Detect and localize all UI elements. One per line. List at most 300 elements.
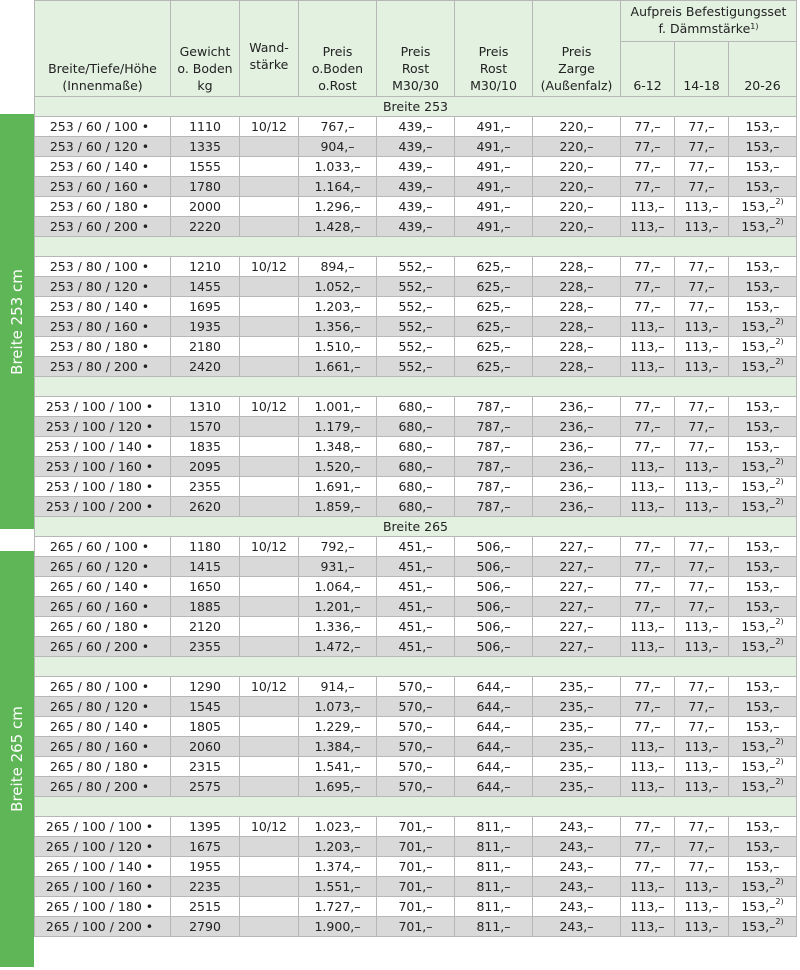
cell-wall-thickness — [240, 297, 299, 317]
cell-aufpreis-14-18: 77,– — [675, 677, 729, 697]
cell-aufpreis-6-12: 113,– — [621, 337, 675, 357]
cell-price-rost-3010: 787,– — [455, 457, 533, 477]
cell-price-rost-3010: 811,– — [455, 877, 533, 897]
cell-wall-thickness: 10/12 — [240, 817, 299, 837]
cell-aufpreis-20-26-value: 153,– — [745, 599, 780, 614]
cell-price-zarge: 235,– — [533, 697, 621, 717]
cell-aufpreis-20-26 — [729, 877, 797, 897]
cell-aufpreis-20-26 — [729, 537, 797, 557]
cell-dimensions: 265 / 100 / 160 • — [35, 877, 171, 897]
footnote-marker: 2) — [775, 317, 784, 326]
cell-price-rost-3010: 787,– — [455, 437, 533, 457]
cell-aufpreis-20-26 — [729, 737, 797, 757]
cell-wall-thickness — [240, 897, 299, 917]
cell-weight: 1835 — [171, 437, 240, 457]
cell-wall-thickness: 10/12 — [240, 397, 299, 417]
cell-dimensions: 265 / 60 / 180 • — [35, 617, 171, 637]
cell-aufpreis-6-12: 77,– — [621, 817, 675, 837]
cell-aufpreis-6-12: 77,– — [621, 437, 675, 457]
cell-aufpreis-14-18: 77,– — [675, 717, 729, 737]
cell-wall-thickness — [240, 777, 299, 797]
group-spacer — [35, 797, 797, 817]
cell-price-base: 1.356,– — [299, 317, 377, 337]
cell-price-rost-3030: 680,– — [377, 417, 455, 437]
cell-aufpreis-14-18: 113,– — [675, 217, 729, 237]
header-aufpreis — [621, 1, 797, 42]
cell-aufpreis-20-26-value: 153,– — [741, 759, 776, 774]
cell-price-zarge: 236,– — [533, 397, 621, 417]
cell-dimensions: 253 / 60 / 200 • — [35, 217, 171, 237]
cell-price-zarge: 228,– — [533, 277, 621, 297]
table-row — [35, 137, 797, 157]
cell-price-zarge: 236,– — [533, 477, 621, 497]
cell-price-zarge: 236,– — [533, 457, 621, 477]
cell-aufpreis-6-12: 77,– — [621, 857, 675, 877]
cell-price-base: 1.296,– — [299, 197, 377, 217]
cell-weight: 1675 — [171, 837, 240, 857]
section-title: Breite 265 — [35, 517, 797, 537]
cell-aufpreis-20-26-value: 153,– — [745, 119, 780, 134]
cell-weight: 1180 — [171, 537, 240, 557]
cell-dimensions: 265 / 100 / 100 • — [35, 817, 171, 837]
cell-aufpreis-14-18: 77,– — [675, 597, 729, 617]
cell-wall-thickness: 10/12 — [240, 257, 299, 277]
cell-aufpreis-14-18: 113,– — [675, 637, 729, 657]
cell-price-base: 1.348,– — [299, 437, 377, 457]
cell-aufpreis-14-18: 77,– — [675, 257, 729, 277]
cell-price-rost-3030: 439,– — [377, 217, 455, 237]
cell-price-rost-3030: 680,– — [377, 437, 455, 457]
cell-price-rost-3030: 439,– — [377, 197, 455, 217]
cell-price-zarge: 220,– — [533, 117, 621, 137]
group-spacer-row — [35, 377, 797, 397]
cell-price-rost-3030: 451,– — [377, 557, 455, 577]
cell-price-zarge: 235,– — [533, 757, 621, 777]
cell-aufpreis-20-26-value: 153,– — [741, 619, 776, 634]
cell-dimensions: 265 / 80 / 140 • — [35, 717, 171, 737]
cell-price-base: 1.201,– — [299, 597, 377, 617]
cell-aufpreis-20-26 — [729, 777, 797, 797]
cell-aufpreis-20-26 — [729, 897, 797, 917]
cell-price-base: 1.859,– — [299, 497, 377, 517]
cell-price-rost-3030: 570,– — [377, 697, 455, 717]
cell-price-rost-3030: 701,– — [377, 837, 455, 857]
cell-weight: 2420 — [171, 357, 240, 377]
cell-price-zarge: 235,– — [533, 717, 621, 737]
cell-wall-thickness — [240, 217, 299, 237]
cell-price-zarge: 243,– — [533, 817, 621, 837]
cell-price-rost-3010: 811,– — [455, 817, 533, 837]
cell-wall-thickness — [240, 637, 299, 657]
cell-dimensions: 253 / 100 / 160 • — [35, 457, 171, 477]
cell-weight: 2220 — [171, 217, 240, 237]
cell-price-rost-3010: 811,– — [455, 917, 533, 937]
cell-weight: 1955 — [171, 857, 240, 877]
cell-wall-thickness — [240, 577, 299, 597]
cell-dimensions: 253 / 80 / 160 • — [35, 317, 171, 337]
cell-aufpreis-6-12: 113,– — [621, 617, 675, 637]
cell-aufpreis-20-26-value: 153,– — [741, 639, 776, 654]
cell-price-zarge: 228,– — [533, 257, 621, 277]
cell-weight: 1395 — [171, 817, 240, 837]
cell-dimensions: 265 / 80 / 100 • — [35, 677, 171, 697]
cell-aufpreis-6-12: 113,– — [621, 497, 675, 517]
cell-aufpreis-14-18: 77,– — [675, 557, 729, 577]
cell-dimensions: 253 / 60 / 140 • — [35, 157, 171, 177]
cell-aufpreis-20-26 — [729, 497, 797, 517]
cell-aufpreis-20-26 — [729, 757, 797, 777]
table-row — [35, 577, 797, 597]
cell-aufpreis-20-26-value: 153,– — [745, 559, 780, 574]
cell-price-zarge: 243,– — [533, 837, 621, 857]
cell-weight: 2790 — [171, 917, 240, 937]
cell-aufpreis-6-12: 77,– — [621, 137, 675, 157]
cell-weight: 1290 — [171, 677, 240, 697]
cell-dimensions: 265 / 100 / 120 • — [35, 837, 171, 857]
cell-price-rost-3030: 552,– — [377, 317, 455, 337]
cell-price-rost-3030: 570,– — [377, 677, 455, 697]
footnote-marker: 2) — [775, 637, 784, 646]
cell-aufpreis-20-26 — [729, 697, 797, 717]
cell-price-zarge: 227,– — [533, 637, 621, 657]
cell-dimensions: 265 / 80 / 200 • — [35, 777, 171, 797]
cell-price-rost-3030: 451,– — [377, 577, 455, 597]
cell-price-rost-3010: 491,– — [455, 177, 533, 197]
cell-dimensions: 253 / 60 / 120 • — [35, 137, 171, 157]
cell-aufpreis-20-26 — [729, 597, 797, 617]
cell-dimensions: 253 / 100 / 140 • — [35, 437, 171, 457]
cell-aufpreis-14-18: 113,– — [675, 777, 729, 797]
cell-weight: 1885 — [171, 597, 240, 617]
cell-price-base: 1.727,– — [299, 897, 377, 917]
cell-price-zarge: 236,– — [533, 437, 621, 457]
cell-price-rost-3010: 506,– — [455, 637, 533, 657]
cell-wall-thickness — [240, 177, 299, 197]
sidebar-bar-265 — [0, 551, 34, 967]
cell-aufpreis-20-26-value: 153,– — [741, 739, 776, 754]
footnote-marker: 2) — [775, 197, 784, 206]
cell-aufpreis-6-12: 113,– — [621, 737, 675, 757]
cell-aufpreis-14-18: 77,– — [675, 817, 729, 837]
sidebar-label-265: Breite 265 cm — [8, 706, 26, 812]
cell-dimensions: 265 / 100 / 200 • — [35, 917, 171, 937]
cell-price-zarge: 227,– — [533, 577, 621, 597]
cell-price-rost-3010: 644,– — [455, 677, 533, 697]
cell-wall-thickness — [240, 597, 299, 617]
cell-aufpreis-20-26 — [729, 457, 797, 477]
group-spacer-row — [35, 237, 797, 257]
cell-price-rost-3010: 506,– — [455, 617, 533, 637]
cell-price-base: 1.064,– — [299, 577, 377, 597]
cell-aufpreis-14-18: 77,– — [675, 577, 729, 597]
footnote-marker: 2) — [775, 777, 784, 786]
table-row — [35, 397, 797, 417]
cell-aufpreis-20-26 — [729, 177, 797, 197]
table-row — [35, 617, 797, 637]
table-row — [35, 537, 797, 557]
cell-weight: 2620 — [171, 497, 240, 517]
cell-aufpreis-14-18: 113,– — [675, 357, 729, 377]
cell-price-rost-3010: 787,– — [455, 417, 533, 437]
table-row — [35, 477, 797, 497]
cell-aufpreis-20-26-value: 153,– — [741, 879, 776, 894]
header-sub-20-26: 20-26 — [729, 42, 797, 97]
cell-price-rost-3010: 625,– — [455, 297, 533, 317]
table-row — [35, 837, 797, 857]
cell-dimensions: 253 / 60 / 100 • — [35, 117, 171, 137]
cell-price-rost-3010: 644,– — [455, 757, 533, 777]
header-dimensions — [35, 1, 171, 97]
header-aufpreis-footnote: 1) — [750, 22, 759, 31]
cell-price-rost-3030: 701,– — [377, 917, 455, 937]
cell-aufpreis-20-26-value: 153,– — [741, 459, 776, 474]
group-spacer-row — [35, 657, 797, 677]
cell-price-rost-3030: 701,– — [377, 817, 455, 837]
sidebar — [0, 0, 34, 970]
header-wall-thickness-label: Wand- stärke — [249, 40, 289, 72]
cell-price-base: 904,– — [299, 137, 377, 157]
cell-aufpreis-6-12: 113,– — [621, 477, 675, 497]
cell-aufpreis-20-26-value: 153,– — [745, 139, 780, 154]
header-dimensions-label: Breite/Tiefe/Höhe (Innenmaße) — [48, 61, 157, 93]
header-price-rost-3010-label: Preis Rost M30/10 — [470, 44, 517, 93]
cell-wall-thickness — [240, 197, 299, 217]
cell-wall-thickness — [240, 757, 299, 777]
table-row — [35, 357, 797, 377]
cell-dimensions: 265 / 100 / 140 • — [35, 857, 171, 877]
cell-aufpreis-14-18: 113,– — [675, 477, 729, 497]
cell-wall-thickness — [240, 337, 299, 357]
cell-price-rost-3030: 701,– — [377, 877, 455, 897]
cell-price-zarge: 236,– — [533, 417, 621, 437]
cell-price-rost-3010: 491,– — [455, 137, 533, 157]
cell-aufpreis-14-18: 77,– — [675, 697, 729, 717]
cell-weight: 2515 — [171, 897, 240, 917]
cell-weight: 1415 — [171, 557, 240, 577]
cell-wall-thickness — [240, 877, 299, 897]
cell-weight: 2315 — [171, 757, 240, 777]
header-weight-label: Gewicht o. Boden kg — [177, 44, 233, 93]
cell-price-zarge: 228,– — [533, 337, 621, 357]
cell-weight: 2120 — [171, 617, 240, 637]
cell-dimensions: 265 / 80 / 180 • — [35, 757, 171, 777]
table-row — [35, 117, 797, 137]
cell-wall-thickness — [240, 437, 299, 457]
price-table-container — [34, 0, 796, 967]
cell-price-base: 1.551,– — [299, 877, 377, 897]
cell-aufpreis-6-12: 77,– — [621, 117, 675, 137]
cell-wall-thickness — [240, 477, 299, 497]
cell-aufpreis-6-12: 77,– — [621, 677, 675, 697]
cell-price-base: 1.384,– — [299, 737, 377, 757]
cell-aufpreis-20-26 — [729, 477, 797, 497]
cell-dimensions: 265 / 60 / 200 • — [35, 637, 171, 657]
cell-price-zarge: 243,– — [533, 917, 621, 937]
cell-aufpreis-20-26 — [729, 417, 797, 437]
table-row — [35, 457, 797, 477]
cell-wall-thickness: 10/12 — [240, 677, 299, 697]
cell-price-base: 1.023,– — [299, 817, 377, 837]
header-sub-6-12: 6-12 — [621, 42, 675, 97]
table-row — [35, 557, 797, 577]
cell-aufpreis-20-26 — [729, 437, 797, 457]
cell-weight: 1545 — [171, 697, 240, 717]
cell-price-base: 1.900,– — [299, 917, 377, 937]
cell-price-zarge: 243,– — [533, 857, 621, 877]
cell-weight: 2355 — [171, 637, 240, 657]
cell-price-rost-3030: 701,– — [377, 857, 455, 877]
cell-weight: 1650 — [171, 577, 240, 597]
cell-aufpreis-20-26-value: 153,– — [745, 859, 780, 874]
cell-price-rost-3010: 625,– — [455, 337, 533, 357]
cell-aufpreis-14-18: 113,– — [675, 897, 729, 917]
cell-weight: 1455 — [171, 277, 240, 297]
cell-weight: 1695 — [171, 297, 240, 317]
cell-price-rost-3010: 491,– — [455, 157, 533, 177]
cell-wall-thickness — [240, 317, 299, 337]
cell-price-zarge: 235,– — [533, 737, 621, 757]
cell-aufpreis-14-18: 113,– — [675, 877, 729, 897]
section-title: Breite 253 — [35, 97, 797, 117]
cell-dimensions: 253 / 60 / 180 • — [35, 197, 171, 217]
cell-weight: 2575 — [171, 777, 240, 797]
cell-price-base: 1.073,– — [299, 697, 377, 717]
cell-price-base: 1.661,– — [299, 357, 377, 377]
cell-price-rost-3030: 552,– — [377, 257, 455, 277]
cell-aufpreis-14-18: 113,– — [675, 737, 729, 757]
cell-aufpreis-20-26-value: 153,– — [741, 919, 776, 934]
cell-price-rost-3030: 451,– — [377, 637, 455, 657]
cell-weight: 2180 — [171, 337, 240, 357]
cell-aufpreis-20-26-value: 153,– — [741, 499, 776, 514]
cell-weight: 1335 — [171, 137, 240, 157]
table-row — [35, 917, 797, 937]
cell-price-base: 1.229,– — [299, 717, 377, 737]
cell-aufpreis-14-18: 113,– — [675, 917, 729, 937]
cell-weight: 2060 — [171, 737, 240, 757]
cell-aufpreis-20-26-value: 153,– — [745, 679, 780, 694]
table-row — [35, 157, 797, 177]
footnote-marker: 2) — [775, 357, 784, 366]
cell-wall-thickness — [240, 137, 299, 157]
cell-aufpreis-14-18: 77,– — [675, 417, 729, 437]
cell-price-zarge: 228,– — [533, 357, 621, 377]
header-weight — [171, 1, 240, 97]
cell-wall-thickness — [240, 697, 299, 717]
cell-weight: 2095 — [171, 457, 240, 477]
cell-price-base: 1.428,– — [299, 217, 377, 237]
table-row — [35, 717, 797, 737]
cell-aufpreis-14-18: 77,– — [675, 837, 729, 857]
cell-aufpreis-14-18: 77,– — [675, 297, 729, 317]
cell-aufpreis-14-18: 77,– — [675, 157, 729, 177]
cell-aufpreis-20-26-value: 153,– — [745, 439, 780, 454]
table-row — [35, 437, 797, 457]
cell-aufpreis-6-12: 113,– — [621, 757, 675, 777]
cell-aufpreis-20-26-value: 153,– — [741, 479, 776, 494]
cell-price-rost-3030: 680,– — [377, 497, 455, 517]
cell-aufpreis-6-12: 113,– — [621, 217, 675, 237]
header-wall-thickness — [240, 1, 299, 97]
cell-weight: 1210 — [171, 257, 240, 277]
header-price-rost-3030-label: Preis Rost M30/30 — [392, 44, 439, 93]
cell-wall-thickness — [240, 157, 299, 177]
cell-aufpreis-20-26-value: 153,– — [745, 419, 780, 434]
cell-price-rost-3010: 625,– — [455, 357, 533, 377]
cell-aufpreis-20-26 — [729, 317, 797, 337]
cell-dimensions: 253 / 80 / 120 • — [35, 277, 171, 297]
cell-price-base: 767,– — [299, 117, 377, 137]
header-price-base — [299, 1, 377, 97]
cell-aufpreis-6-12: 113,– — [621, 317, 675, 337]
table-row — [35, 897, 797, 917]
cell-price-rost-3010: 625,– — [455, 277, 533, 297]
cell-price-base: 1.203,– — [299, 297, 377, 317]
cell-price-base: 914,– — [299, 677, 377, 697]
cell-aufpreis-20-26 — [729, 717, 797, 737]
table-row — [35, 177, 797, 197]
cell-dimensions: 253 / 80 / 100 • — [35, 257, 171, 277]
header-price-rost-3030 — [377, 1, 455, 97]
cell-aufpreis-20-26-value: 153,– — [745, 539, 780, 554]
cell-price-base: 1.179,– — [299, 417, 377, 437]
header-price-zarge-label: Preis Zarge (Außenfalz) — [540, 44, 613, 93]
cell-aufpreis-20-26-value: 153,– — [745, 399, 780, 414]
cell-price-zarge: 220,– — [533, 177, 621, 197]
cell-price-rost-3030: 451,– — [377, 537, 455, 557]
cell-aufpreis-14-18: 77,– — [675, 397, 729, 417]
cell-price-zarge: 220,– — [533, 197, 621, 217]
header-aufpreis-label: Aufpreis Befestigungsset f. Dämmstärke — [630, 4, 787, 36]
cell-aufpreis-20-26-value: 153,– — [745, 819, 780, 834]
cell-price-base: 1.203,– — [299, 837, 377, 857]
table-row — [35, 337, 797, 357]
cell-aufpreis-20-26-value: 153,– — [745, 279, 780, 294]
cell-aufpreis-20-26 — [729, 197, 797, 217]
footnote-marker: 2) — [775, 737, 784, 746]
cell-wall-thickness — [240, 417, 299, 437]
table-row — [35, 217, 797, 237]
cell-aufpreis-20-26 — [729, 917, 797, 937]
cell-dimensions: 265 / 60 / 140 • — [35, 577, 171, 597]
cell-aufpreis-20-26-value: 153,– — [741, 359, 776, 374]
cell-price-rost-3030: 439,– — [377, 177, 455, 197]
cell-price-rost-3010: 644,– — [455, 737, 533, 757]
cell-wall-thickness — [240, 857, 299, 877]
cell-aufpreis-6-12: 77,– — [621, 277, 675, 297]
cell-price-rost-3030: 439,– — [377, 117, 455, 137]
cell-price-base: 1.695,– — [299, 777, 377, 797]
cell-price-rost-3010: 625,– — [455, 257, 533, 277]
cell-aufpreis-20-26-value: 153,– — [745, 839, 780, 854]
cell-aufpreis-20-26 — [729, 277, 797, 297]
cell-aufpreis-20-26 — [729, 857, 797, 877]
cell-price-rost-3010: 787,– — [455, 477, 533, 497]
cell-aufpreis-6-12: 113,– — [621, 877, 675, 897]
cell-price-rost-3030: 451,– — [377, 617, 455, 637]
cell-aufpreis-20-26 — [729, 397, 797, 417]
cell-aufpreis-6-12: 77,– — [621, 697, 675, 717]
cell-aufpreis-20-26-value: 153,– — [741, 199, 776, 214]
cell-price-zarge: 227,– — [533, 557, 621, 577]
cell-aufpreis-20-26 — [729, 637, 797, 657]
cell-aufpreis-14-18: 113,– — [675, 497, 729, 517]
table-row — [35, 277, 797, 297]
cell-price-rost-3030: 439,– — [377, 137, 455, 157]
cell-weight: 2000 — [171, 197, 240, 217]
cell-aufpreis-6-12: 77,– — [621, 577, 675, 597]
group-spacer — [35, 377, 797, 397]
